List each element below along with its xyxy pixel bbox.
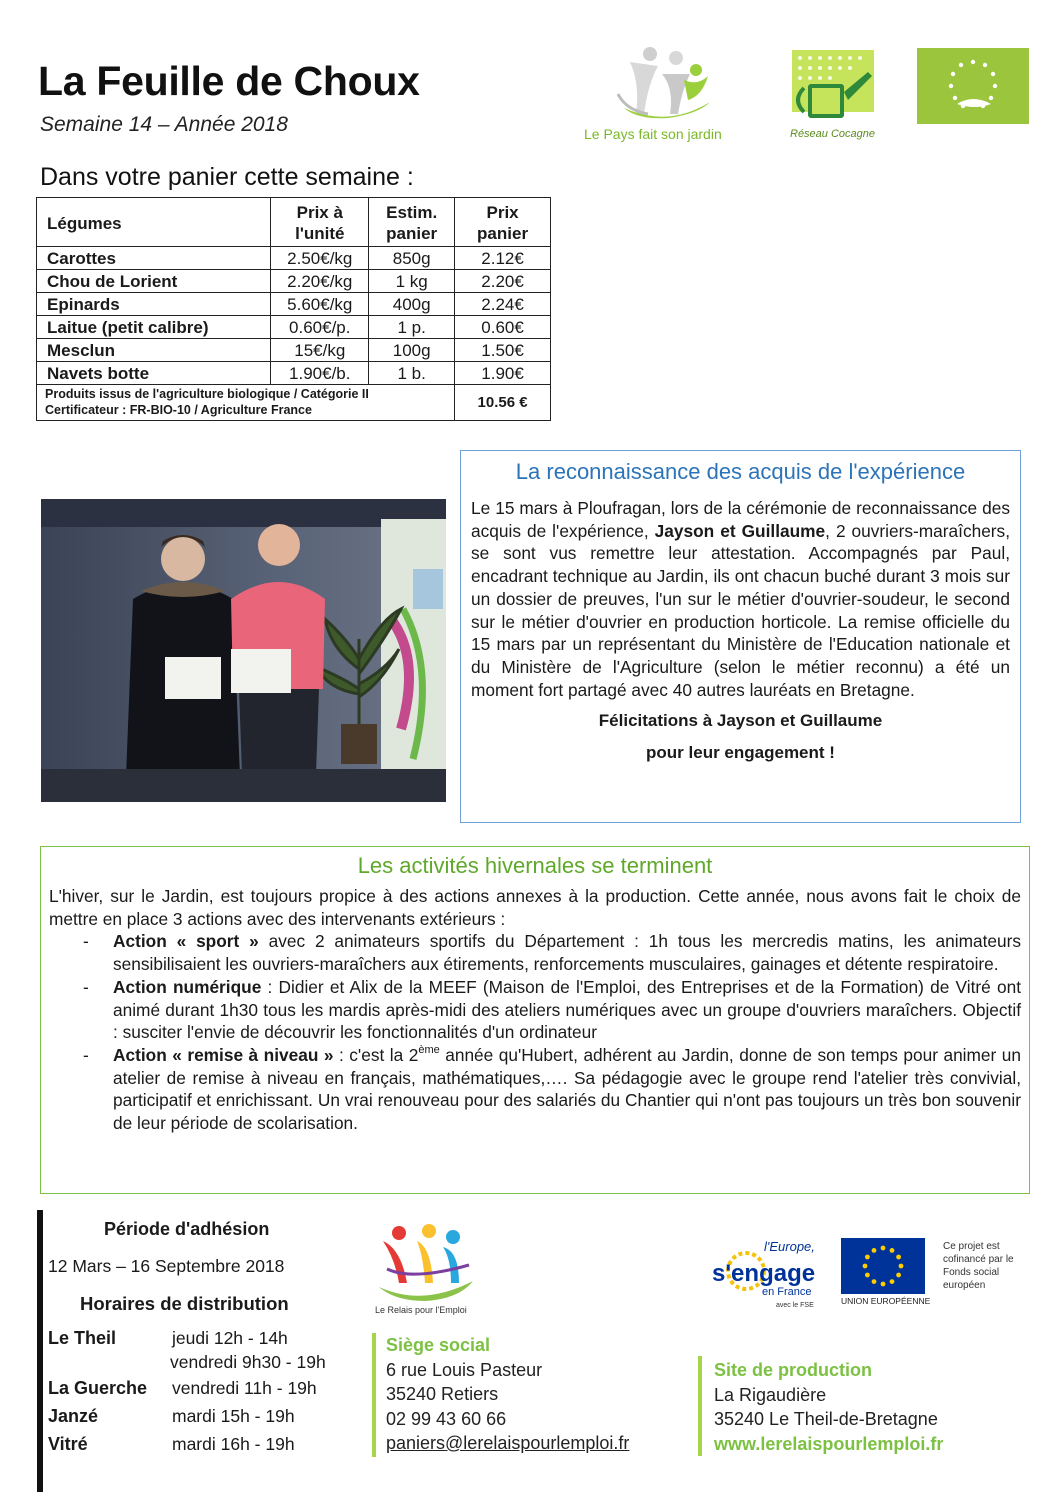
head-office-street: 6 rue Louis Pasteur	[386, 1359, 543, 1380]
eu-caption: UNION EUROPÉENNE	[841, 1296, 931, 1306]
basket-heading: Dans votre panier cette semaine :	[40, 163, 414, 191]
relais-caption: Le Relais pour l'Emploi	[375, 1305, 467, 1315]
table-row	[37, 270, 551, 293]
fse-cofunding-note: Ce projet est cofinancé par le Fonds social européen	[943, 1241, 1014, 1291]
column-header-basket-price	[455, 198, 551, 247]
bullet-dash: -	[83, 931, 89, 952]
header-line: panier	[386, 224, 438, 243]
europe-engage-graphic	[706, 1237, 824, 1309]
activity-label: Action « remise à niveau »	[113, 1044, 334, 1065]
activity-item-remise-a-niveau	[49, 1044, 1021, 1135]
distribution-city: Janzé	[48, 1406, 99, 1426]
distribution-city: La Guerche	[48, 1378, 148, 1398]
activity-label: Action numérique	[113, 976, 262, 997]
bullet-dash: -	[83, 1044, 89, 1065]
unit-price: 1.90€/b.	[271, 362, 369, 385]
distribution-hours: vendredi 9h30 - 19h	[170, 1352, 326, 1372]
column-header-unit-price	[271, 198, 369, 247]
vegetable-name: Mesclun	[37, 339, 271, 362]
table-row	[37, 339, 551, 362]
ceremony-photo	[41, 499, 446, 802]
pays-fait-son-jardin-logo	[578, 44, 758, 144]
production-site-title: Site de production	[714, 1360, 873, 1380]
basket-price: 0.60€	[455, 316, 551, 339]
estimated-quantity: 100g	[369, 339, 455, 362]
unit-price: 2.50€/kg	[271, 247, 369, 270]
eu-flag-icon	[841, 1238, 925, 1294]
pays-jardin-caption: Le Pays fait son jardin	[584, 126, 722, 142]
certification-line: Produits issus de l'agriculture biologique / Catégorie II	[45, 387, 369, 401]
rae-text-part: , 2 ouvriers-maraîchers, se sont vus remettre leur attestation. Accompagnés par Paul, encadrant technique au Jardin, ils ont chacun buché durant 3 mois sur un dossier de preuves, l'un sur le métier d'ouvrier-soudeur, le second sur le métier d'ouvrier en production horticole. La remise officielle du 15 mars par un représentant du Ministère de l'Education nationale et du Ministère de l'Agriculture (selon le métier reconnu) a été un moment fort partagé avec 40 autres lauréats en Bretagne.	[471, 520, 1011, 700]
unit-price: 5.60€/kg	[271, 293, 369, 316]
distribution-hours: vendredi 11h - 19h	[172, 1378, 317, 1398]
activities-title: Les activités hivernales se terminent	[357, 853, 713, 878]
header-line: panier	[477, 224, 529, 243]
unit-price: 2.20€/kg	[271, 270, 369, 293]
column-header-estimate	[369, 198, 455, 247]
table-row	[37, 247, 551, 270]
winter-activities-box	[40, 846, 1030, 1194]
header-line: Prix à	[296, 203, 343, 222]
info-accent-bar	[37, 1210, 43, 1492]
basket-price: 2.24€	[455, 293, 551, 316]
table-row	[37, 362, 551, 385]
basket-price-table	[36, 197, 551, 421]
engage-text-france: en France	[762, 1286, 812, 1298]
rae-article-box	[460, 450, 1021, 823]
certifier-line: Certificateur : FR-BIO-10 / Agriculture France	[45, 403, 312, 417]
ordinal-suffix: ème	[418, 1043, 440, 1056]
basket-price: 2.12€	[455, 247, 551, 270]
basket-price: 2.20€	[455, 270, 551, 293]
rae-text-part: Le 15 mars à Ploufragan, lors de la cérémonie de reconnaissance des acquis de l'expérience,	[471, 498, 1010, 541]
production-site-city: 35240 Le Theil-de-Bretagne	[714, 1409, 938, 1429]
head-office-block	[386, 1333, 629, 1456]
vegetable-name: Carottes	[37, 247, 271, 270]
basket-total: 10.56 €	[455, 385, 551, 421]
europe-engage-logo	[706, 1237, 824, 1309]
activity-text: : Didier et Alix de la MEEF (Maison de l'Emploi, des Entreprises et de la Formation) de Vitré ont animé durant 1h30 tous les mardis après-midi des ateliers numériques avec un groupe d'ouvriers maraîchers. Objectif : susciter l'envie de découvrir les fonctionnalités d'un ordinateur	[113, 976, 1021, 1043]
certification-note	[37, 385, 455, 421]
table-row	[37, 316, 551, 339]
head-office-phone: 02 99 43 60 66	[386, 1408, 507, 1429]
email-link[interactable]: paniers@lerelaispourlemploi.fr	[386, 1433, 630, 1453]
activity-text: avec 2 animateurs sportifs du Département : 1h tous les mercredis matins, les animateurs sensibilisaient les ouvriers-maraîchers aux étirements, renforcements musculaires, gainages et détente respiratoire.	[113, 931, 1021, 975]
column-header-vegetables	[37, 198, 271, 247]
vegetable-name: Epinards	[37, 293, 271, 316]
activity-text: année qu'Hubert, adhérent au Jardin, donne de son temps pour animer un atelier de remise à niveau en français, mathématiques,…. Sa pédagogie avec le groupe rend l'atelier très convivial, participatif et enrichissant. Un vrai renouveau pour des salariés du Chantier qui n'ont pas toujours un très bon souvenir de leur période de scolarisation.	[113, 1044, 1021, 1134]
basket-price: 1.50€	[455, 339, 551, 362]
distribution-city: Le Theil	[48, 1328, 117, 1348]
rae-article-body	[471, 497, 1010, 701]
unit-price: 15€/kg	[271, 339, 369, 362]
table-footer-row	[37, 385, 551, 421]
rae-names: Jayson et Guillaume	[654, 520, 826, 541]
rae-article-title: La reconnaissance des acquis de l'expérience	[515, 459, 966, 484]
header-line: Prix	[486, 203, 519, 222]
vegetable-name: Navets botte	[37, 362, 271, 385]
congratulations-line: pour leur engagement !	[646, 743, 835, 763]
production-site-block	[714, 1358, 943, 1456]
estimated-quantity: 1 p.	[369, 316, 455, 339]
header-line: l'unité	[295, 224, 345, 243]
activities-intro: L'hiver, sur le Jardin, est toujours propice à des actions annexes à la production. Cette année, nous avons fait le choix de mettre en place 3 actions avec des intervenants extérieurs :	[49, 886, 1021, 929]
eu-organic-leaf-icon	[917, 48, 1029, 124]
ceremony-photo-illustration	[41, 499, 446, 802]
header-line: Estim.	[386, 203, 438, 222]
relais-pour-emploi-logo	[373, 1223, 483, 1323]
site-accent-bar	[698, 1356, 702, 1456]
congratulations-line: Félicitations à Jayson et Guillaume	[598, 711, 883, 731]
activity-item-numerique	[49, 976, 1021, 1044]
membership-period-title: Période d'adhésion	[104, 1219, 270, 1239]
head-office-title: Siège social	[386, 1335, 491, 1355]
table-header-row	[37, 198, 551, 247]
estimated-quantity: 1 kg	[369, 270, 455, 293]
cocagne-watering-can-graphic	[788, 48, 884, 126]
estimated-quantity: 850g	[369, 247, 455, 270]
cocagne-caption: Réseau Cocagne	[790, 128, 876, 140]
siege-accent-bar	[372, 1333, 376, 1457]
table-row	[37, 293, 551, 316]
website-link[interactable]: www.lerelaispourlemploi.fr	[714, 1433, 944, 1454]
distribution-hours: mardi 16h - 19h	[172, 1434, 295, 1454]
unit-price: 0.60€/p.	[271, 316, 369, 339]
vegetable-name: Chou de Lorient	[37, 270, 271, 293]
header-line: Légumes	[47, 213, 122, 233]
basket-price: 1.90€	[455, 362, 551, 385]
activity-item-sport	[49, 930, 1021, 975]
activity-label: Action « sport »	[113, 931, 259, 952]
newsletter-title: La Feuille de Choux	[38, 58, 420, 104]
estimated-quantity: 1 b.	[369, 362, 455, 385]
activity-text: : c'est la 2	[333, 1044, 419, 1065]
eu-organic-leaf-logo	[917, 48, 1029, 124]
vegetable-name: Laitue (petit calibre)	[37, 316, 271, 339]
membership-period-dates: 12 Mars – 16 Septembre 2018	[48, 1256, 285, 1276]
engage-text-europe: l'Europe,	[764, 1239, 815, 1254]
distribution-hours: mardi 15h - 19h	[172, 1406, 295, 1426]
eu-flag-logo	[841, 1238, 925, 1304]
estimated-quantity: 400g	[369, 293, 455, 316]
production-site-place: La Rigaudière	[714, 1384, 827, 1405]
engage-text-sengage: s'engage	[712, 1260, 816, 1287]
reseau-cocagne-logo	[788, 48, 884, 143]
distribution-city: Vitré	[48, 1434, 88, 1454]
distribution-hours: jeudi 12h - 14h	[172, 1328, 288, 1348]
pays-jardin-logo-graphic	[578, 44, 758, 124]
relais-logo-graphic	[373, 1223, 483, 1303]
distribution-hours-title: Horaires de distribution	[80, 1293, 289, 1314]
head-office-city: 35240 Retiers	[386, 1384, 499, 1404]
bullet-dash: -	[83, 976, 89, 997]
issue-subtitle: Semaine 14 – Année 2018	[40, 113, 288, 136]
engage-text-fse: avec le FSE	[776, 1302, 814, 1309]
